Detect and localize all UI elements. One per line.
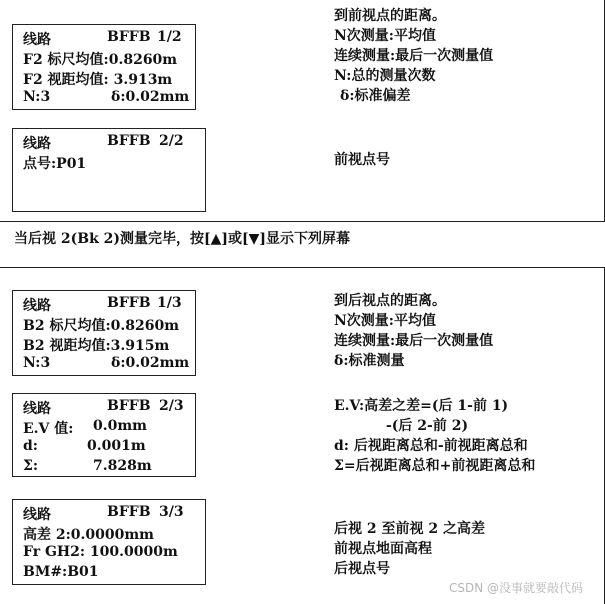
description-block xyxy=(334,150,390,170)
description-block xyxy=(334,6,493,106)
screen-title: 线路 xyxy=(23,401,51,417)
description-line: 到后视点的距离。 xyxy=(334,293,446,309)
screen-page: 2/2 xyxy=(159,133,184,149)
ground-height-line: Fr GH2: 100.0000m xyxy=(23,544,178,560)
benchmark-line: BM#:B01 xyxy=(23,564,99,580)
description-block xyxy=(334,291,493,371)
screen-1-of-2 xyxy=(12,24,196,110)
caption: 当后视 2(Bk 2)测量完毕，按[▲]或[▼]显示下列屏幕 xyxy=(14,231,351,247)
description-line: 连续测量:最后一次测量值 xyxy=(334,333,494,349)
d-label: d: xyxy=(23,438,38,454)
delta-label: δ:0.02mm xyxy=(111,355,190,371)
delta-label: δ:0.02mm xyxy=(111,89,190,105)
screen-mode: BFFB xyxy=(107,133,151,149)
description-block xyxy=(334,519,485,579)
screen-title: 线路 xyxy=(23,507,51,523)
description-line: 连续测量:最后一次测量值 xyxy=(334,48,494,64)
description-line: 后视点号 xyxy=(334,561,390,577)
screen-page: 3/3 xyxy=(159,504,184,520)
screen-2-of-3 xyxy=(12,393,196,477)
screen-title: 线路 xyxy=(23,32,51,48)
description-block xyxy=(334,396,535,476)
screen-mode: BFFB xyxy=(107,29,151,45)
screen-mode: BFFB xyxy=(107,295,151,311)
sigma-label: Σ: xyxy=(23,458,39,474)
description-line: -(后 2-前 2) xyxy=(386,418,469,434)
d-value: 0.001m xyxy=(87,438,146,454)
watermark: CSDN @没事就要敲代码 xyxy=(448,581,583,595)
top-section xyxy=(0,0,605,222)
screen-page: 2/3 xyxy=(159,398,184,414)
bottom-section xyxy=(0,267,605,604)
description-line: N次测量:平均值 xyxy=(334,313,436,329)
sigma-value: 7.828m xyxy=(93,458,152,474)
description-line: 前视点号 xyxy=(334,152,390,168)
description-line: d: 后视距离总和-前视距离总和 xyxy=(334,438,528,454)
screen-mode: BFFB xyxy=(107,504,151,520)
count-label: N:3 xyxy=(23,89,51,105)
description-line: 后视 2 至前视 2 之高差 xyxy=(334,521,485,537)
screen-line: B2 标尺均值:0.8260m xyxy=(23,318,180,334)
screen-title: 线路 xyxy=(23,298,51,314)
screen-page: 1/3 xyxy=(157,295,182,311)
ev-label: E.V 值: xyxy=(23,421,74,437)
description-line: δ:标准测量 xyxy=(334,353,405,369)
screen-page: 1/2 xyxy=(157,29,182,45)
screen-mode: BFFB xyxy=(107,398,151,414)
screen-3-of-3 xyxy=(12,499,206,585)
description-line: 到前视点的距离。 xyxy=(334,8,446,24)
screen-line: F2 标尺均值:0.8260m xyxy=(23,52,178,68)
description-line: Σ=后视距离总和+前视距离总和 xyxy=(334,458,536,474)
description-line: 前视点地面高程 xyxy=(334,541,432,557)
count-label: N:3 xyxy=(23,355,51,371)
screen-title: 线路 xyxy=(23,136,51,152)
height-diff-line: 高差 2:0.0000mm xyxy=(23,527,154,543)
screen-1-of-3 xyxy=(12,290,196,376)
description-line: N次测量:平均值 xyxy=(334,28,436,44)
ev-value: 0.0mm xyxy=(93,418,147,434)
description-line: δ:标准偏差 xyxy=(340,88,411,104)
screen-line: F2 视距均值: 3.913m xyxy=(23,72,173,88)
screen-line: B2 视距均值:3.915m xyxy=(23,338,170,354)
description-line: E.V:高差之差=(后 1-前 1) xyxy=(334,398,509,414)
screen-2-of-2 xyxy=(12,128,206,212)
description-line: N:总的测量次数 xyxy=(334,68,436,84)
point-number-line: 点号:P01 xyxy=(23,156,87,172)
